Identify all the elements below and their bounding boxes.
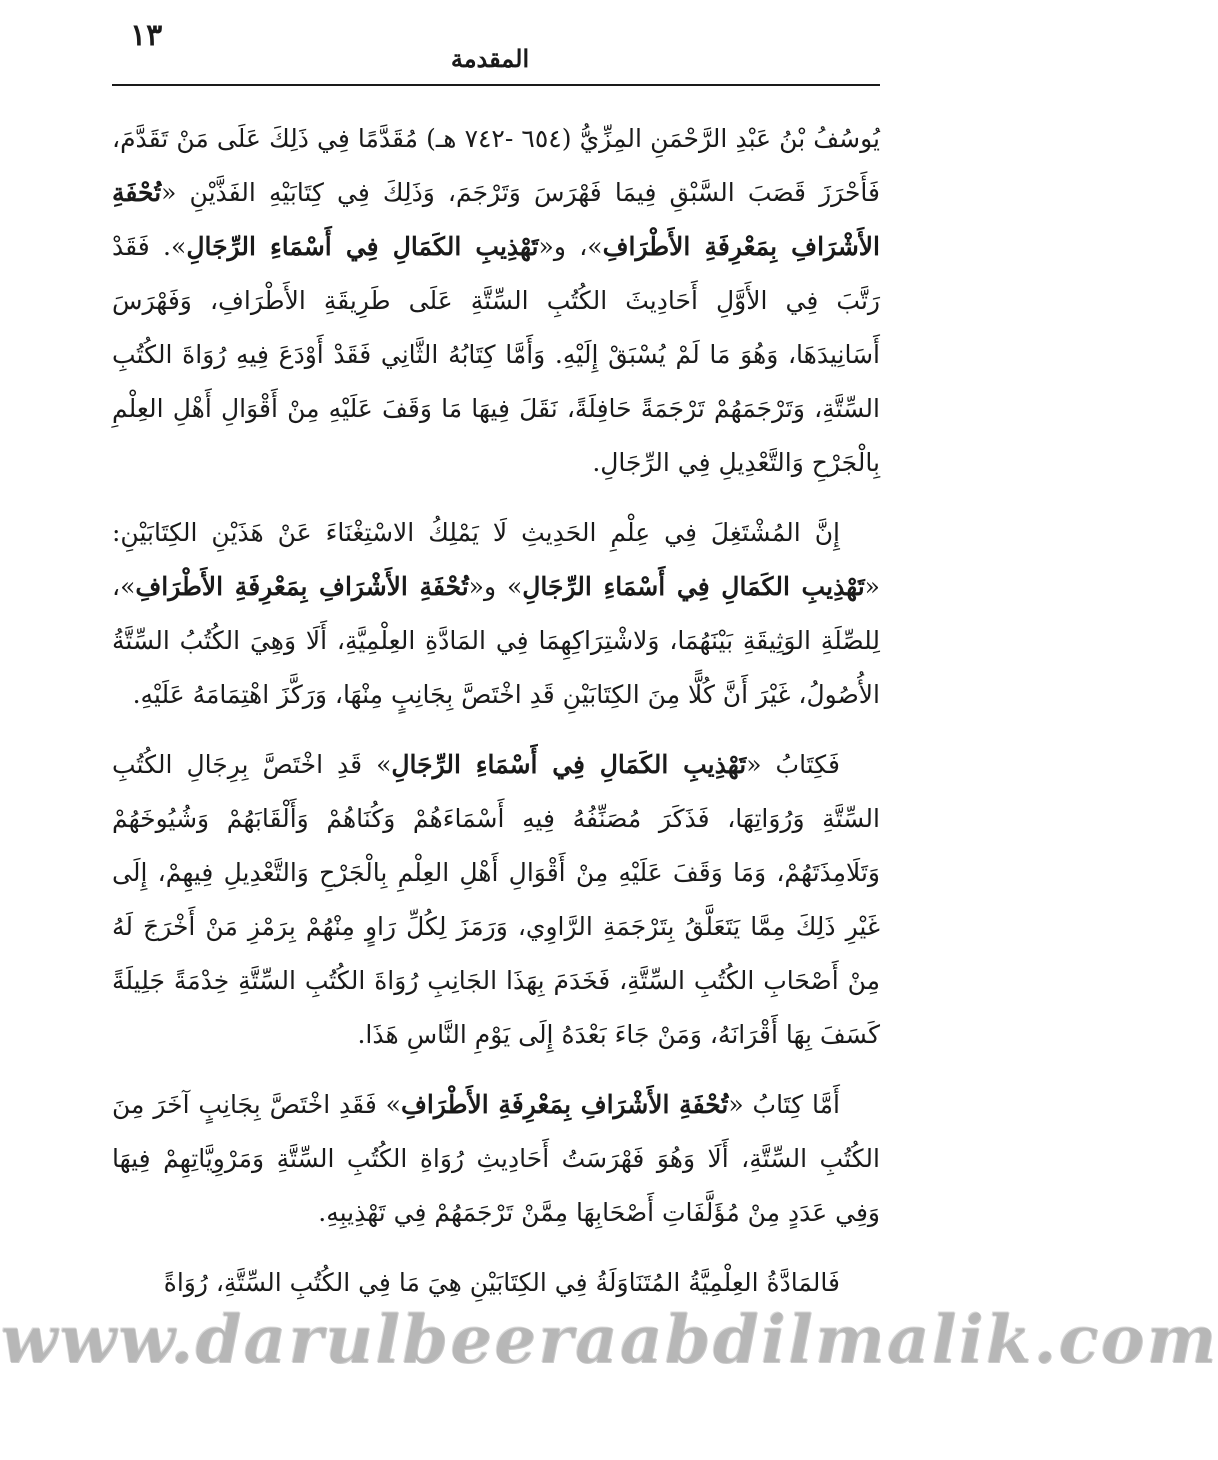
book-title: تُحْفَةِ الأَشْرَافِ بِمَعْرِفَةِ الأَطْرَافِ [112,178,880,261]
text-run: أَمَّا كِتَابُ « [728,1090,840,1119]
paragraph-1 [112,112,880,490]
text-run: فَكِتَابُ « [746,750,840,779]
text-run: » قَدِ اخْتَصَّ بِرِجَالِ الكُتُبِ السِّتَّةِ وَرُوَاتِهَا، فَذَكَرَ مُصَنِّفُهُ فِيهِ أَسْمَاءَهُمْ وَكُنَاهُمْ وَأَلْقَابَهُمْ وَشُيُوخَهُمْ وَتَلَامِذَتَهُمْ، وَمَا وَقَفَ عَلَيْهِ مِنْ أَقْوَالِ أَهْلِ العِلْمِ بِالْجَرْحِ وَالتَّعْدِيلِ فِيهِمْ، إِلَى غَيْرِ ذَلِكَ مِمَّا يَتَعَلَّقُ بِتَرْجَمَةِ الرَّاوِي، وَرَمَزَ لِكُلِّ رَاوٍ مِنْهُمْ بِرَمْزِ مَنْ أَخْرَجَ لَهُ مِنْ أَصْحَابِ الكُتُبِ السِّتَّةِ، فَخَدَمَ بِهَذَا الجَانِبِ رُوَاةَ الكُتُبِ السِّتَّةِ خِدْمَةً جَلِيلَةً كَسَفَ بِهَا أَقْرَانَهُ، وَمَنْ جَاءَ بَعْدَهُ إِلَى يَوْمِ النَّاسِ هَذَا. [112,750,880,1049]
running-header: المقدمة [450,44,530,73]
book-title: تَهْذِيبِ الكَمَالِ فِي أَسْمَاءِ الرِّجَالِ [522,572,865,601]
text-run: فَالمَادَّةُ العِلْمِيَّةُ المُتَنَاوَلَةُ فِي الكِتَابَيْنِ هِيَ مَا فِي الكُتُبِ السِّتَّةِ، رُوَاةً [163,1268,840,1297]
paragraph-3 [112,738,880,1062]
book-title: تَهْذِيبِ الكَمَالِ فِي أَسْمَاءِ الرِّجَالِ [186,232,539,261]
page-number: ١٣ [130,18,163,53]
text-run: ». فَقَدْ رَتَّبَ فِي الأَوَّلِ أَحَادِيثَ الكُتُبِ السِّتَّةِ عَلَى طَرِيقَةِ الأَطْرَافِ، وَفَهْرَسَ أَسَانِيدَهَا، وَهُوَ مَا لَمْ يُسْبَقْ إِلَيْهِ. وَأَمَّا كِتَابُهُ الثَّانِي فَقَدْ أَوْدَعَ فِيهِ رُوَاةَ الكُتُبِ السِّتَّةِ، وَتَرْجَمَهُمْ تَرْجَمَةً حَافِلَةً، نَقَلَ فِيهَا مَا وَقَفَ عَلَيْهِ مِنْ أَقْوَالِ أَهْلِ العِلْمِ بِالْجَرْحِ وَالتَّعْدِيلِ فِي الرِّجَالِ. [112,232,880,477]
header-rule [112,84,880,86]
book-title: تُحْفَةِ الأَشْرَافِ بِمَعْرِفَةِ الأَطْرَافِ [135,572,469,601]
book-title: تُحْفَةِ الأَشْرَافِ بِمَعْرِفَةِ الأَطْرَافِ [400,1090,729,1119]
watermark: www.darulbeeraabdilmalik.com [0,1300,1218,1378]
text-run: » فَقَدِ اخْتَصَّ بِجَانِبٍ آخَرَ مِنَ الكُتُبِ السِّتَّةِ، أَلَا وَهُوَ فَهْرَسَتُ أَحَادِيثِ رُوَاةِ الكُتُبِ السِّتَّةِ وَمَرْوِيَّاتِهِمْ فِيهَا وَفِي عَدَدٍ مِنْ مُؤَلَّفَاتِ أَصْحَابِهَا مِمَّنْ تَرْجَمَهُمْ فِي تَهْذِيبِهِ. [112,1090,880,1227]
text-run: »، و« [538,232,603,261]
paragraph-4 [112,1078,880,1240]
paragraph-2 [112,506,880,722]
text-run: يُوسُفُ بْنُ عَبْدِ الرَّحْمَنِ المِزِّيُّ (٦٥٤ -٧٤٢ هـ) مُقَدَّمًا فِي ذَلِكَ عَلَى مَنْ تَقَدَّمَ، فَأَحْرَزَ قَصَبَ السَّبْقِ فِيمَا فَهْرَسَ وَتَرْجَمَ، وَذَلِكَ فِي كِتَابَيْهِ الفَذَّيْنِ « [112,124,880,207]
body-text [112,112,880,1326]
text-run: » و« [468,572,523,601]
text-run: إِنَّ المُشْتَغِلَ فِي عِلْمِ الحَدِيثِ لَا يَمْلِكُ الاسْتِغْنَاءَ عَنْ هَذَيْنِ الكِتَابَيْنِ: « [112,518,880,601]
book-title: تَهْذِيبِ الكَمَالِ فِي أَسْمَاءِ الرِّجَالِ [391,750,747,779]
text-run: »، لِلصِّلَةِ الوَثِيقَةِ بَيْنَهُمَا، وَلاشْتِرَاكِهِمَا فِي المَادَّةِ العِلْمِيَّةِ، أَلَا وَهِيَ الكُتُبُ السِّتَّةُ الأُصُولُ، غَيْرَ أَنَّ كُلًّا مِنَ الكِتَابَيْنِ قَدِ اخْتَصَّ بِجَانِبٍ مِنْهَا، وَرَكَّزَ اهْتِمَامَهُ عَلَيْهِ. [112,572,880,709]
